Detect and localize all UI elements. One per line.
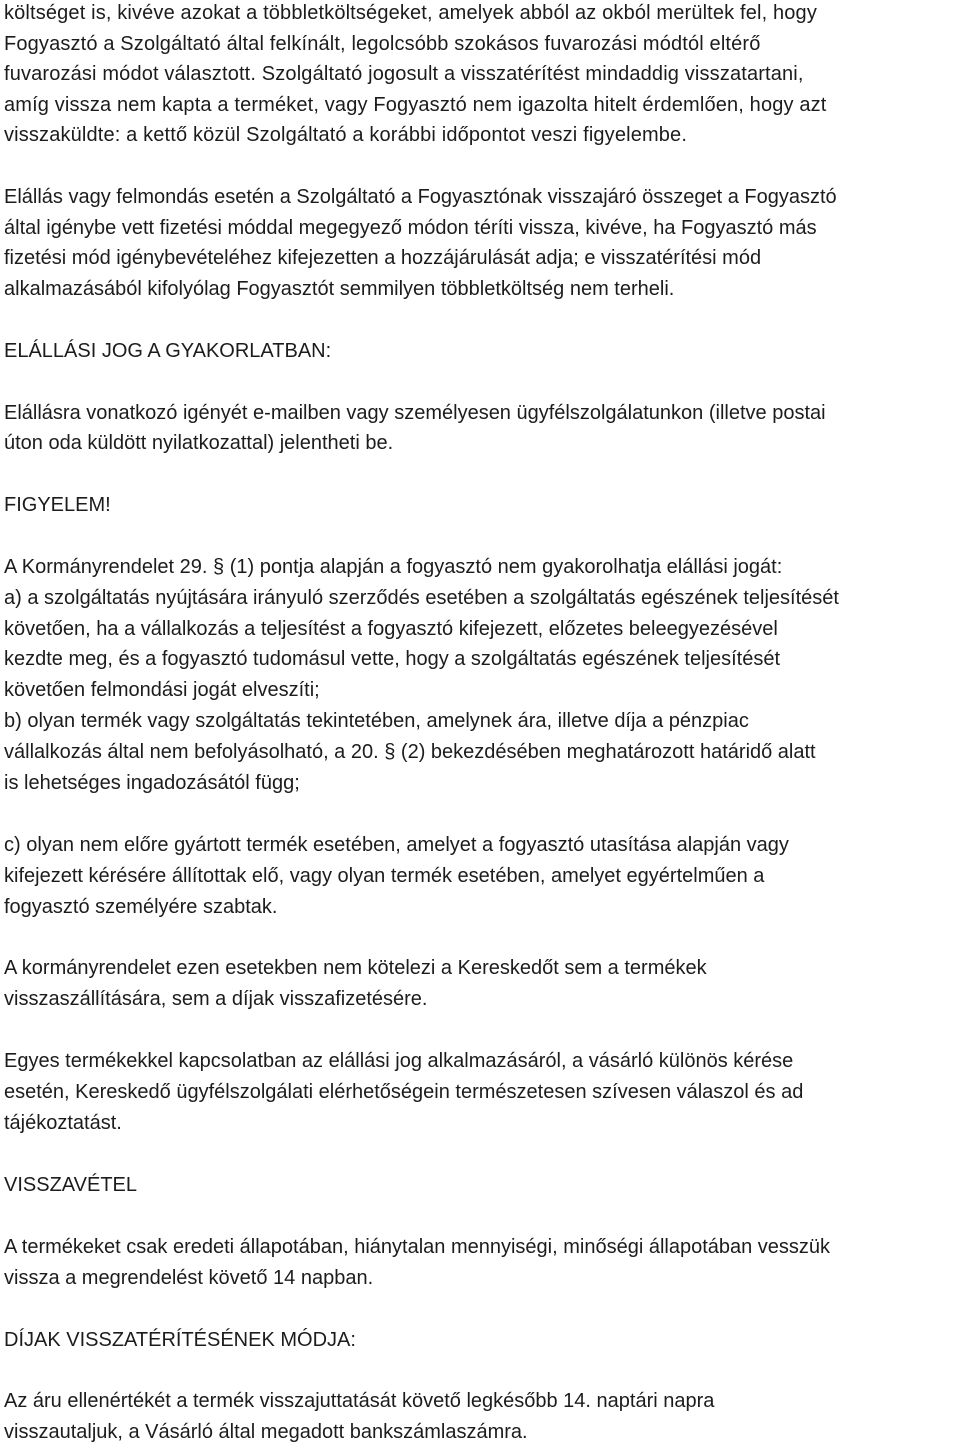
text-line: A termékeket csak eredeti állapotában, hiánytalan mennyiségi, minőségi állapotában vesszük bbox=[4, 1236, 831, 1258]
text-line: b) olyan termék vagy szolgáltatás tekintetében, amelynek ára, illetve díja a pénzpiac bbox=[4, 710, 749, 732]
text-line: c) olyan nem előre gyártott termék esetében, amelyet a fogyasztó utasítása alapján vagy bbox=[4, 834, 789, 856]
text-line: költséget is, kivéve azokat a többletköltségeket, amelyek abból az okból merültek fel, hogy bbox=[4, 2, 817, 24]
text-line: kezdte meg, és a fogyasztó tudomásul vette, hogy a szolgáltatás egészének teljesítését bbox=[4, 648, 781, 670]
warning-label: FIGYELEM! bbox=[4, 494, 111, 516]
text-line: visszautaljuk, a Vásárló által megadott bankszámlaszámra. bbox=[4, 1421, 528, 1443]
text-line: Elállás vagy felmondás esetén a Szolgáltató a Fogyasztónak visszajáró összeget a Fogyasztó bbox=[4, 186, 837, 208]
section-heading: ELÁLLÁSI JOG A GYAKORLATBAN: bbox=[4, 340, 332, 362]
text-line: A Kormányrendelet 29. § (1) pontja alapján a fogyasztó nem gyakorolhatja elállási jogát: bbox=[4, 556, 783, 578]
text-line: Fogyasztó a Szolgáltató által felkínált, legolcsóbb szokásos fuvarozási módtól eltérő bbox=[4, 33, 761, 55]
text-line: fuvarozási módot választott. Szolgáltató jogosult a visszatérítést mindaddig visszatartani, bbox=[4, 63, 804, 85]
text-line: fogyasztó személyére szabtak. bbox=[4, 896, 278, 918]
text-line: vissza a megrendelést követő 14 napban. bbox=[4, 1267, 374, 1289]
text-line: Az áru ellenértékét a termék visszajuttatását követő legkésőbb 14. naptári napra bbox=[4, 1390, 715, 1412]
text-line: visszaküldte: a kettő közül Szolgáltató a korábbi időpontot veszi figyelembe. bbox=[4, 124, 688, 146]
text-line: amíg vissza nem kapta a terméket, vagy Fogyasztó nem igazolta hitelt érdemlően, hogy azt bbox=[4, 94, 827, 116]
text-line: úton oda küldött nyilatkozattal) jelentheti be. bbox=[4, 432, 394, 454]
section-heading: VISSZAVÉTEL bbox=[4, 1174, 138, 1196]
text-line: visszaszállítására, sem a díjak visszafizetésére. bbox=[4, 988, 428, 1010]
text-line: fizetési mód igénybevételéhez kifejezetten a hozzájárulását adja; e visszatérítési mód bbox=[4, 247, 762, 269]
text-line: kifejezett kérésére állítottak elő, vagy olyan termék esetében, amelyet egyértelműen a bbox=[4, 865, 765, 887]
text-line: A kormányrendelet ezen esetekben nem kötelezi a Kereskedőt sem a termékek bbox=[4, 957, 707, 979]
text-line: is lehetséges ingadozásától függ; bbox=[4, 772, 300, 794]
text-line: a) a szolgáltatás nyújtására irányuló szerződés esetében a szolgáltatás egészének teljesítését bbox=[4, 587, 839, 609]
text-line: által igénybe vett fizetési móddal megegyező módon téríti vissza, kivéve, ha Fogyasztó más bbox=[4, 217, 817, 239]
text-line: tájékoztatást. bbox=[4, 1112, 122, 1134]
text-line: vállalkozás által nem befolyásolható, a 20. § (2) bekezdésében meghatározott határidő alatt bbox=[4, 741, 816, 763]
text-line: Egyes termékekkel kapcsolatban az elállási jog alkalmazásáról, a vásárló különös kérése bbox=[4, 1050, 794, 1072]
text-line: követően, ha a vállalkozás a teljesítést a fogyasztó kifejezett, előzetes beleegyezésével bbox=[4, 618, 778, 640]
text-line: esetén, Kereskedő ügyfélszolgálati elérhetőségein természetesen szívesen válaszol és ad bbox=[4, 1081, 804, 1103]
section-heading: DÍJAK VISSZATÉRÍTÉSÉNEK MÓDJA: bbox=[4, 1329, 356, 1351]
text-line: alkalmazásából kifolyólag Fogyasztót semmilyen többletköltség nem terheli. bbox=[4, 278, 675, 300]
text-line: Elállásra vonatkozó igényét e-mailben vagy személyesen ügyfélszolgálatunkon (illetve postai bbox=[4, 402, 826, 424]
text-line: követően felmondási jogát elveszíti; bbox=[4, 679, 320, 701]
